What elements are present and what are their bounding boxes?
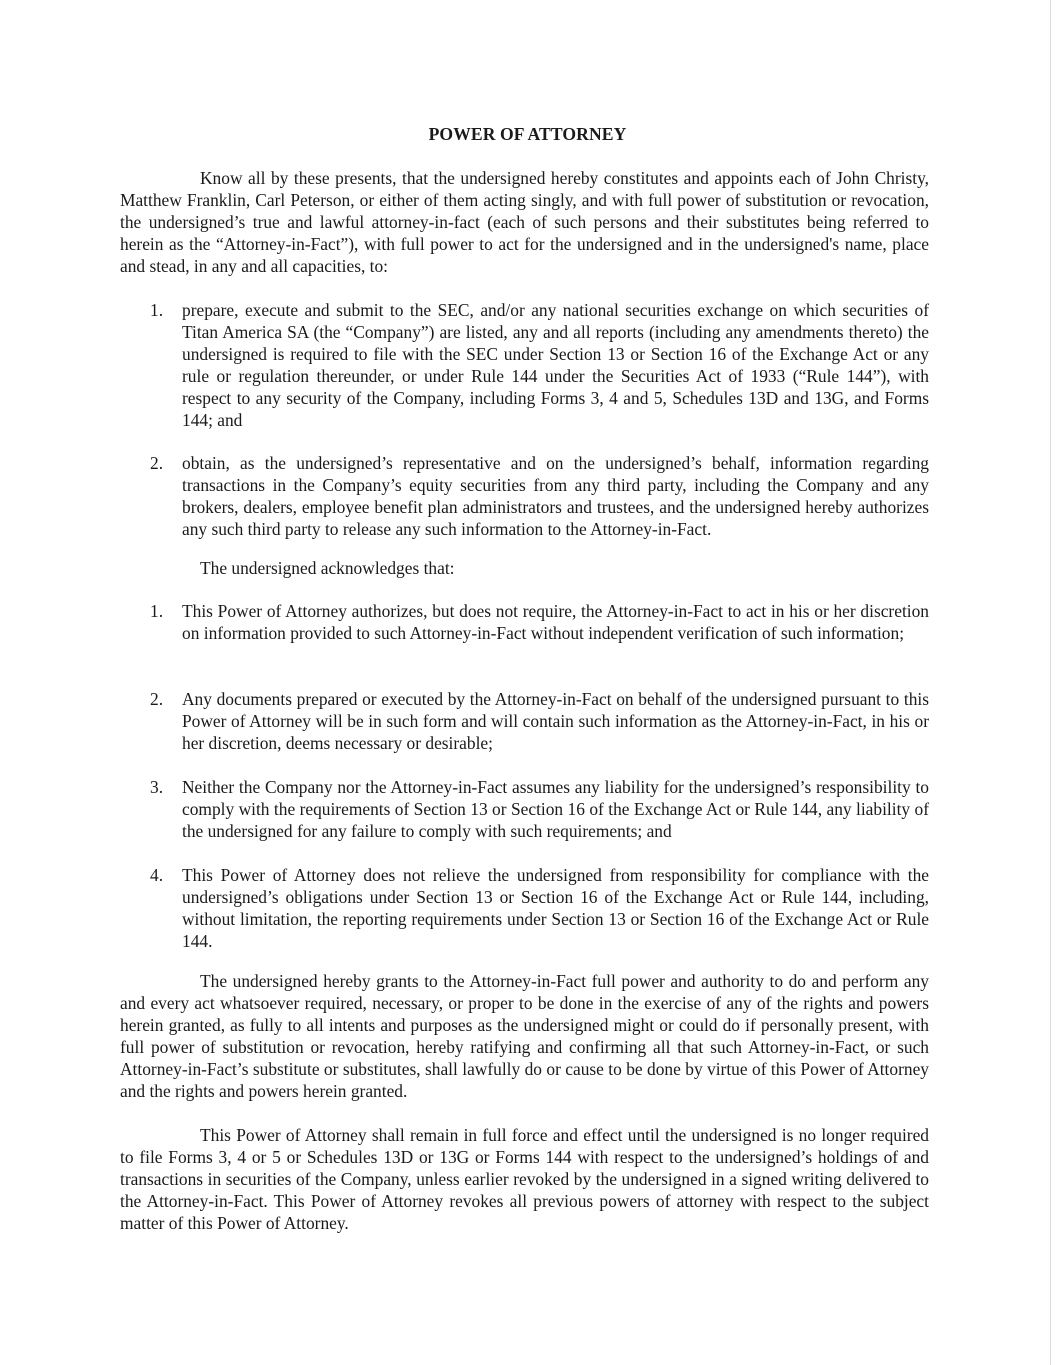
document-title: POWER OF ATTORNEY <box>428 124 627 144</box>
acknowledgement-number: 1. <box>150 601 164 621</box>
acknowledgement-number: 2. <box>150 689 164 709</box>
power-item-number: 1. <box>150 300 164 320</box>
acknowledgement-text: This Power of Attorney does not relieve the undersigned from responsibility for compliance with the undersigned’s obligations under Section 13 or Section 16 of the Exchange Act or Rule 144, including, without limitation, the reporting requirements under Section 13 or Section 16 of the Exchange Act or Rule 144. <box>182 865 929 951</box>
power-item-text: obtain, as the undersigned’s representative and on the undersigned’s behalf, information regarding transactions in the Company’s equity securities from any third party, including the Company and any brokers, dealers, employee benefit plan administrators and trustees, and the undersigned hereby authorizes any such third party to release any such information to the Attorney-in-Fact. <box>182 453 929 539</box>
duration-paragraph: This Power of Attorney shall remain in full force and effect until the undersigned is no longer required to file Forms 3, 4 or 5 or Schedules 13D or 13G or Forms 144 with respect to the undersigned’s holdings of and transactions in securities of the Company, unless earlier revoked by the undersigned in a signed writing delivered to the Attorney-in-Fact. This Power of Attorney revokes all previous powers of attorney with respect to the subject matter of this Power of Attorney. <box>120 1125 929 1233</box>
acknowledgement-item <box>150 689 929 755</box>
intro-paragraph: Know all by these presents, that the undersigned hereby constitutes and appoints each of John Christy, Matthew Franklin, Carl Peterson, or either of them acting singly, and with full power of substitution or revocation, the undersigned’s true and lawful attorney-in-fact (each of such persons and their substitutes being referred to herein as the “Attorney-in-Fact”), with full power to act for the undersigned and in the undersigned's name, place and stead, in any and all capacities, to: <box>120 168 929 276</box>
power-item-number: 2. <box>150 453 164 473</box>
grant-paragraph: The undersigned hereby grants to the Attorney-in-Fact full power and authority to do and perform any and every act whatsoever required, necessary, or proper to be done in the exercise of any of the rights and powers herein granted, as fully to all intents and purposes as the undersigned might or could do if personally present, with full power of substitution or revocation, hereby ratifying and confirming all that such Attorney-in-Fact, or such Attorney-in-Fact’s substitute or substitutes, shall lawfully do or cause to be done by virtue of this Power of Attorney and the rights and powers herein granted. <box>120 971 929 1101</box>
power-item-text: prepare, execute and submit to the SEC, and/or any national securities exchange on which securities of Titan America SA (the “Company”) are listed, any and all reports (including any amendments thereto) the undersigned is required to file with the SEC under Section 13 or Section 16 of the Exchange Act or any rule or regulation thereunder, or under Rule 144 under the Securities Act of 1933 (“Rule 144”), with respect to any security of the Company, including Forms 3, 4 and 5, Schedules 13D and 13G, and Forms 144; and <box>182 300 929 430</box>
scan-edge-line <box>1050 0 1051 1365</box>
acknowledgement-item <box>150 865 929 953</box>
power-item <box>150 453 929 541</box>
acknowledgement-number: 4. <box>150 865 164 885</box>
acknowledgement-number: 3. <box>150 777 164 797</box>
acknowledges-heading: The undersigned acknowledges that: <box>200 558 455 578</box>
power-item <box>150 300 929 431</box>
acknowledgement-text: This Power of Attorney authorizes, but does not require, the Attorney-in-Fact to act in his or her discretion on information provided to such Attorney-in-Fact without independent verification of such information; <box>182 601 929 643</box>
acknowledgement-text: Any documents prepared or executed by the Attorney-in-Fact on behalf of the undersigned pursuant to this Power of Attorney will be in such form and will contain such information as the Attorney-in-Fact, in his or her discretion, deems necessary or desirable; <box>182 689 929 753</box>
acknowledgement-item <box>150 601 929 645</box>
acknowledgement-text: Neither the Company nor the Attorney-in-Fact assumes any liability for the undersigned’s responsibility to comply with the requirements of Section 13 or Section 16 of the Exchange Act or Rule 144, any liability of the undersigned for any failure to comply with such requirements; and <box>182 777 929 841</box>
acknowledgement-item <box>150 777 929 843</box>
